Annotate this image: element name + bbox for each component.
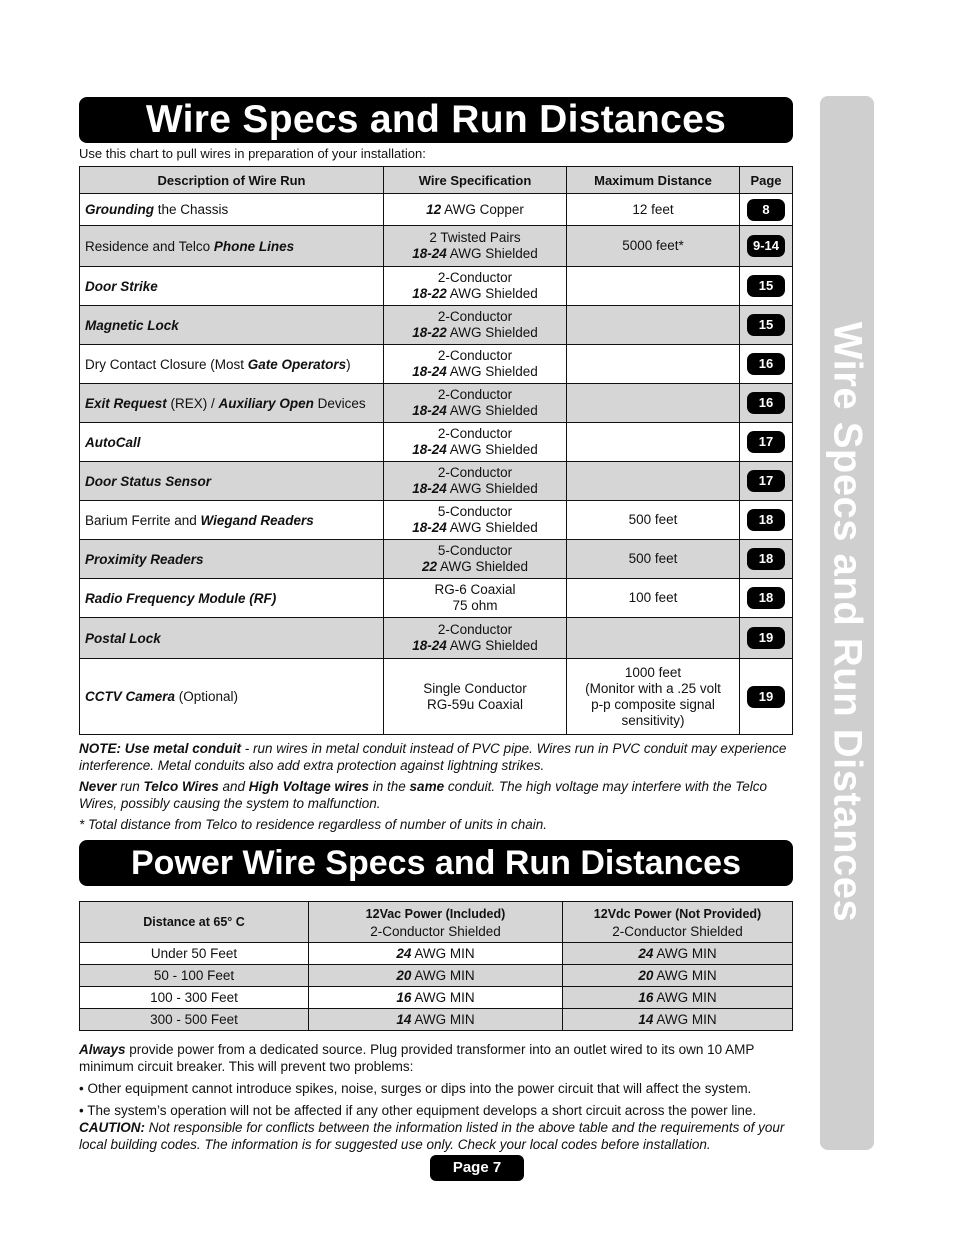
page-reference — [740, 618, 793, 659]
wire-run-description: Barium Ferrite and Wiegand Readers — [80, 501, 384, 540]
caution-note: CAUTION: Not responsible for conflicts between the information listed in the above table and the requirements of your local building codes. The information is for suggested use only. Check your local codes before installation. — [79, 1120, 785, 1152]
wire-run-description: Grounding the Chassis — [80, 194, 384, 226]
ac-wire-gauge: 24 AWG MIN — [309, 943, 563, 965]
wire-specs-table — [79, 166, 793, 735]
table-row — [80, 618, 793, 659]
conduit-note: NOTE: Use metal conduit - run wires in metal conduit instead of PVC pipe. Wires run in PVC conduit may experience interference. Metal conduits also add extra protection against lightning strikes. — [79, 741, 787, 773]
run-distance: 100 - 300 Feet — [80, 987, 309, 1009]
table-row — [80, 965, 793, 987]
wire-run-description: AutoCall — [80, 423, 384, 462]
page-reference — [740, 501, 793, 540]
maximum-distance — [567, 618, 740, 659]
dc-wire-gauge: 20 AWG MIN — [563, 965, 793, 987]
table-row — [80, 540, 793, 579]
table-row — [80, 987, 793, 1009]
page-reference — [740, 267, 793, 306]
run-distance: 300 - 500 Feet — [80, 1009, 309, 1031]
dc-wire-gauge: 24 AWG MIN — [563, 943, 793, 965]
page-badge: 18 — [747, 509, 785, 531]
maximum-distance: 500 feet — [567, 501, 740, 540]
page-reference — [740, 579, 793, 618]
wire-specification: RG-6 Coaxial 75 ohm — [384, 579, 567, 618]
run-distance: 50 - 100 Feet — [80, 965, 309, 987]
telco-distance-footnote: * Total distance from Telco to residence regardless of number of units in chain. — [79, 817, 548, 832]
table-row — [80, 1009, 793, 1031]
wire-specification: 2-Conductor 18-24 AWG Shielded — [384, 345, 567, 384]
column-header: 12Vac Power (Included) 2-Conductor Shielded — [309, 902, 563, 943]
page-badge: 19 — [747, 686, 785, 708]
telco-note: Never run Telco Wires and High Voltage wires in the same conduit. The high voltage may interfere with the Telco Wires, possibly causing the system to malfunction. — [79, 779, 768, 811]
page-badge: 15 — [747, 314, 785, 336]
wire-run-description: Door Strike — [80, 267, 384, 306]
page-reference — [740, 540, 793, 579]
page-reference — [740, 306, 793, 345]
side-tab-label: Wire Specs and Run Distances — [825, 321, 870, 923]
maximum-distance: 1000 feet (Monitor with a .25 volt p-p composite signal sensitivity) — [567, 659, 740, 735]
wire-run-description: Door Status Sensor — [80, 462, 384, 501]
page-badge: 17 — [747, 431, 785, 453]
page-badge: 16 — [747, 353, 785, 375]
column-header: 12Vdc Power (Not Provided) 2-Conductor Shielded — [563, 902, 793, 943]
maximum-distance: 5000 feet* — [567, 226, 740, 267]
maximum-distance: 500 feet — [567, 540, 740, 579]
table-row — [80, 194, 793, 226]
wire-run-description: Exit Request (REX) / Auxiliary Open Devices — [80, 384, 384, 423]
page-badge: 9-14 — [747, 235, 785, 257]
wire-specification: 2-Conductor 18-24 AWG Shielded — [384, 618, 567, 659]
wire-specification: 12 AWG Copper — [384, 194, 567, 226]
column-header: Page — [740, 167, 793, 194]
page-number: Page 7 — [430, 1155, 524, 1181]
wire-run-description: Residence and Telco Phone Lines — [80, 226, 384, 267]
table-row — [80, 579, 793, 618]
wire-specification: 5-Conductor 18-24 AWG Shielded — [384, 501, 567, 540]
table-row — [80, 345, 793, 384]
table-row — [80, 384, 793, 423]
page-reference — [740, 226, 793, 267]
page-badge: 19 — [747, 627, 785, 649]
intro-text: Use this chart to pull wires in preparation of your installation: — [79, 146, 426, 161]
power-source-note: Always provide power from a dedicated source. Plug provided transformer into an outlet wired to its own 10 AMP minimum circuit breaker. This will prevent two problems: — [79, 1042, 755, 1074]
table-row — [80, 462, 793, 501]
power-section-title: Power Wire Specs and Run Distances — [79, 840, 793, 886]
maximum-distance — [567, 267, 740, 306]
page-reference — [740, 423, 793, 462]
wire-specification: 2-Conductor 18-24 AWG Shielded — [384, 423, 567, 462]
ac-wire-gauge: 14 AWG MIN — [309, 1009, 563, 1031]
dc-wire-gauge: 16 AWG MIN — [563, 987, 793, 1009]
wire-specification: 2-Conductor 18-22 AWG Shielded — [384, 267, 567, 306]
dc-wire-gauge: 14 AWG MIN — [563, 1009, 793, 1031]
maximum-distance — [567, 306, 740, 345]
wire-run-description: Dry Contact Closure (Most Gate Operators) — [80, 345, 384, 384]
ac-wire-gauge: 16 AWG MIN — [309, 987, 563, 1009]
wire-run-description: Proximity Readers — [80, 540, 384, 579]
wire-run-description: CCTV Camera (Optional) — [80, 659, 384, 735]
page-badge: 18 — [747, 587, 785, 609]
table-row — [80, 659, 793, 735]
page-reference — [740, 345, 793, 384]
problem-bullet: • The system’s operation will not be affected if any other equipment develops a short circuit across the power line. — [79, 1103, 757, 1118]
wire-run-description: Postal Lock — [80, 618, 384, 659]
column-header: Description of Wire Run — [80, 167, 384, 194]
ac-wire-gauge: 20 AWG MIN — [309, 965, 563, 987]
wire-run-description: Magnetic Lock — [80, 306, 384, 345]
notes-block — [79, 740, 793, 833]
table-header-row — [80, 167, 793, 194]
table-row — [80, 423, 793, 462]
maximum-distance — [567, 345, 740, 384]
table-header-row — [80, 902, 793, 943]
maximum-distance: 100 feet — [567, 579, 740, 618]
table-row — [80, 501, 793, 540]
page-reference — [740, 194, 793, 226]
page-badge: 17 — [747, 470, 785, 492]
table-row — [80, 226, 793, 267]
maximum-distance — [567, 423, 740, 462]
page-reference — [740, 659, 793, 735]
wire-specification: 5-Conductor 22 AWG Shielded — [384, 540, 567, 579]
run-distance: Under 50 Feet — [80, 943, 309, 965]
page-badge: 15 — [747, 275, 785, 297]
page-reference — [740, 462, 793, 501]
wire-run-description: Radio Frequency Module (RF) — [80, 579, 384, 618]
page-title: Wire Specs and Run Distances — [79, 97, 793, 143]
table-row — [80, 306, 793, 345]
wire-specification: 2-Conductor 18-24 AWG Shielded — [384, 462, 567, 501]
table-row — [80, 943, 793, 965]
page-badge: 18 — [747, 548, 785, 570]
maximum-distance: 12 feet — [567, 194, 740, 226]
page-badge: 16 — [747, 392, 785, 414]
table-row — [80, 267, 793, 306]
wire-specification: 2 Twisted Pairs 18-24 AWG Shielded — [384, 226, 567, 267]
wire-specification: Single Conductor RG-59u Coaxial — [384, 659, 567, 735]
page-badge: 8 — [747, 199, 785, 221]
maximum-distance — [567, 462, 740, 501]
column-header: Maximum Distance — [567, 167, 740, 194]
power-notes-block — [79, 1041, 793, 1153]
wire-specification: 2-Conductor 18-22 AWG Shielded — [384, 306, 567, 345]
power-specs-table — [79, 901, 793, 1031]
maximum-distance — [567, 384, 740, 423]
page-reference — [740, 384, 793, 423]
column-header: Wire Specification — [384, 167, 567, 194]
wire-specification: 2-Conductor 18-24 AWG Shielded — [384, 384, 567, 423]
problem-bullet: • Other equipment cannot introduce spikes, noise, surges or dips into the power circuit that will affect the system. — [79, 1081, 752, 1096]
column-header: Distance at 65° C — [80, 902, 309, 943]
